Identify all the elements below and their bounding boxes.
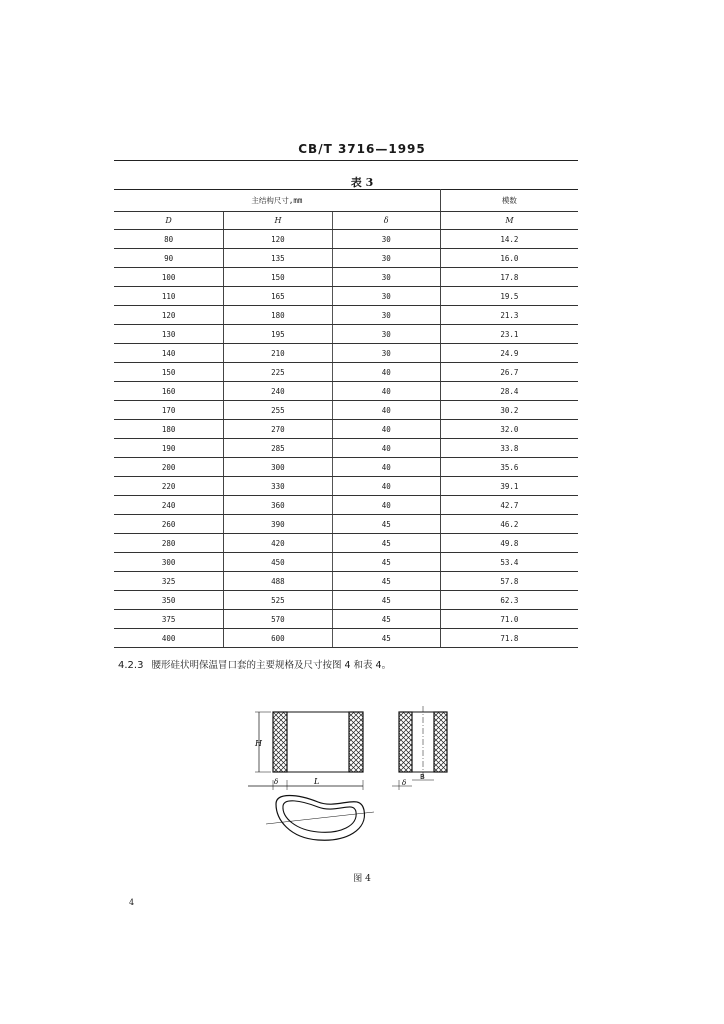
cell-modulus: 71.8 [440, 629, 578, 648]
cell-diameter: 400 [114, 629, 224, 648]
table-row [114, 420, 578, 439]
cell-thickness: 45 [332, 534, 440, 553]
table-row [114, 306, 578, 325]
cell-height: 210 [224, 344, 332, 363]
height-label: H [255, 739, 262, 748]
table-row [114, 230, 578, 249]
cell-thickness: 45 [332, 629, 440, 648]
cell-modulus: 19.5 [440, 287, 578, 306]
table-row [114, 515, 578, 534]
group-header-dimensions: 主结构尺寸,mm [114, 190, 440, 212]
cell-height: 120 [224, 230, 332, 249]
side-right-wall-section [434, 712, 447, 772]
cell-thickness: 30 [332, 249, 440, 268]
cell-modulus: 71.0 [440, 610, 578, 629]
cell-thickness: 30 [332, 344, 440, 363]
clause-text: 腰形硅状明保温冒口套的主要规格及尺寸按图 4 和表 4。 [151, 660, 392, 671]
thickness-label: δ [274, 778, 279, 786]
cell-diameter: 150 [114, 363, 224, 382]
cell-height: 570 [224, 610, 332, 629]
cell-diameter: 80 [114, 230, 224, 249]
cell-diameter: 280 [114, 534, 224, 553]
column-header: δ [332, 212, 440, 230]
cell-diameter: 120 [114, 306, 224, 325]
cell-diameter: 110 [114, 287, 224, 306]
cell-thickness: 45 [332, 515, 440, 534]
cell-modulus: 21.3 [440, 306, 578, 325]
front-section-view [248, 712, 363, 790]
page-number: 4 [129, 898, 135, 907]
cell-height: 165 [224, 287, 332, 306]
cell-modulus: 32.0 [440, 420, 578, 439]
cell-height: 330 [224, 477, 332, 496]
table-row [114, 287, 578, 306]
clause-paragraph [118, 657, 391, 671]
cell-height: 390 [224, 515, 332, 534]
cell-thickness: 45 [332, 591, 440, 610]
column-header: H [224, 212, 332, 230]
cell-diameter: 200 [114, 458, 224, 477]
table-row [114, 344, 578, 363]
cell-height: 450 [224, 553, 332, 572]
table-row [114, 572, 578, 591]
cell-modulus: 30.2 [440, 401, 578, 420]
cell-thickness: 40 [332, 496, 440, 515]
cell-diameter: 90 [114, 249, 224, 268]
cell-height: 180 [224, 306, 332, 325]
cell-modulus: 39.1 [440, 477, 578, 496]
cell-thickness: 30 [332, 230, 440, 249]
left-wall-section [273, 712, 287, 772]
cell-diameter: 325 [114, 572, 224, 591]
column-header: M [440, 212, 578, 230]
cell-modulus: 28.4 [440, 382, 578, 401]
table-row [114, 591, 578, 610]
cell-height: 300 [224, 458, 332, 477]
cell-thickness: 40 [332, 401, 440, 420]
table-row [114, 477, 578, 496]
cell-diameter: 140 [114, 344, 224, 363]
cell-modulus: 14.2 [440, 230, 578, 249]
cell-height: 285 [224, 439, 332, 458]
cell-thickness: 30 [332, 287, 440, 306]
figure-caption: 图 4 [353, 874, 371, 884]
table-row [114, 401, 578, 420]
table-row [114, 534, 578, 553]
cell-thickness: 40 [332, 382, 440, 401]
plan-axis-line [266, 812, 374, 824]
cell-modulus: 53.4 [440, 553, 578, 572]
cell-height: 420 [224, 534, 332, 553]
cell-modulus: 57.8 [440, 572, 578, 591]
table-row [114, 439, 578, 458]
cell-height: 360 [224, 496, 332, 515]
cell-thickness: 40 [332, 420, 440, 439]
side-section-view [392, 706, 447, 790]
cell-height: 135 [224, 249, 332, 268]
table-row [114, 363, 578, 382]
cell-height: 488 [224, 572, 332, 591]
dimensions-table [114, 189, 578, 648]
cell-diameter: 170 [114, 401, 224, 420]
table-row [114, 458, 578, 477]
table-column-header-row [114, 212, 578, 230]
cell-modulus: 16.0 [440, 249, 578, 268]
column-header: D [114, 212, 224, 230]
cell-height: 195 [224, 325, 332, 344]
table-group-header-row [114, 190, 578, 212]
cell-thickness: 40 [332, 458, 440, 477]
table-caption: 表 3 [350, 176, 374, 189]
cell-thickness: 30 [332, 325, 440, 344]
cell-diameter: 190 [114, 439, 224, 458]
cell-height: 270 [224, 420, 332, 439]
cell-modulus: 62.3 [440, 591, 578, 610]
length-label: L [314, 777, 320, 786]
cell-diameter: 100 [114, 268, 224, 287]
side-thickness-label: δ [402, 779, 407, 787]
cell-modulus: 23.1 [440, 325, 578, 344]
standard-number: CB/T 3716—1995 [298, 142, 426, 156]
table-row [114, 249, 578, 268]
table-row [114, 629, 578, 648]
table-row [114, 268, 578, 287]
cell-diameter: 160 [114, 382, 224, 401]
cell-thickness: 45 [332, 572, 440, 591]
riser-sleeve-drawing [236, 700, 476, 860]
cell-modulus: 17.8 [440, 268, 578, 287]
cell-modulus: 49.8 [440, 534, 578, 553]
cell-thickness: 40 [332, 363, 440, 382]
cell-thickness: 45 [332, 610, 440, 629]
cell-diameter: 240 [114, 496, 224, 515]
table-row [114, 610, 578, 629]
cell-modulus: 42.7 [440, 496, 578, 515]
table-row [114, 382, 578, 401]
cell-height: 240 [224, 382, 332, 401]
group-header-mass: 模数 [440, 190, 578, 212]
cell-thickness: 30 [332, 268, 440, 287]
cell-diameter: 300 [114, 553, 224, 572]
cell-thickness: 40 [332, 477, 440, 496]
plan-view [266, 796, 374, 841]
cell-thickness: 45 [332, 553, 440, 572]
cell-modulus: 33.8 [440, 439, 578, 458]
cell-height: 525 [224, 591, 332, 610]
cell-thickness: 40 [332, 439, 440, 458]
table-row [114, 553, 578, 572]
cell-diameter: 130 [114, 325, 224, 344]
cell-diameter: 180 [114, 420, 224, 439]
cell-diameter: 220 [114, 477, 224, 496]
plan-inner-contour [283, 801, 356, 832]
cell-modulus: 24.9 [440, 344, 578, 363]
table-row [114, 496, 578, 515]
width-label: B [420, 773, 425, 781]
table-body [114, 230, 578, 648]
cell-diameter: 260 [114, 515, 224, 534]
cell-height: 150 [224, 268, 332, 287]
side-left-wall-section [399, 712, 412, 772]
cell-modulus: 35.6 [440, 458, 578, 477]
clause-number: 4.2.3 [118, 660, 144, 671]
header-rule [114, 160, 578, 161]
cell-modulus: 26.7 [440, 363, 578, 382]
cell-height: 255 [224, 401, 332, 420]
cell-diameter: 350 [114, 591, 224, 610]
right-wall-section [349, 712, 363, 772]
cell-height: 600 [224, 629, 332, 648]
cell-modulus: 46.2 [440, 515, 578, 534]
cell-diameter: 375 [114, 610, 224, 629]
cell-thickness: 30 [332, 306, 440, 325]
cell-height: 225 [224, 363, 332, 382]
table-row [114, 325, 578, 344]
